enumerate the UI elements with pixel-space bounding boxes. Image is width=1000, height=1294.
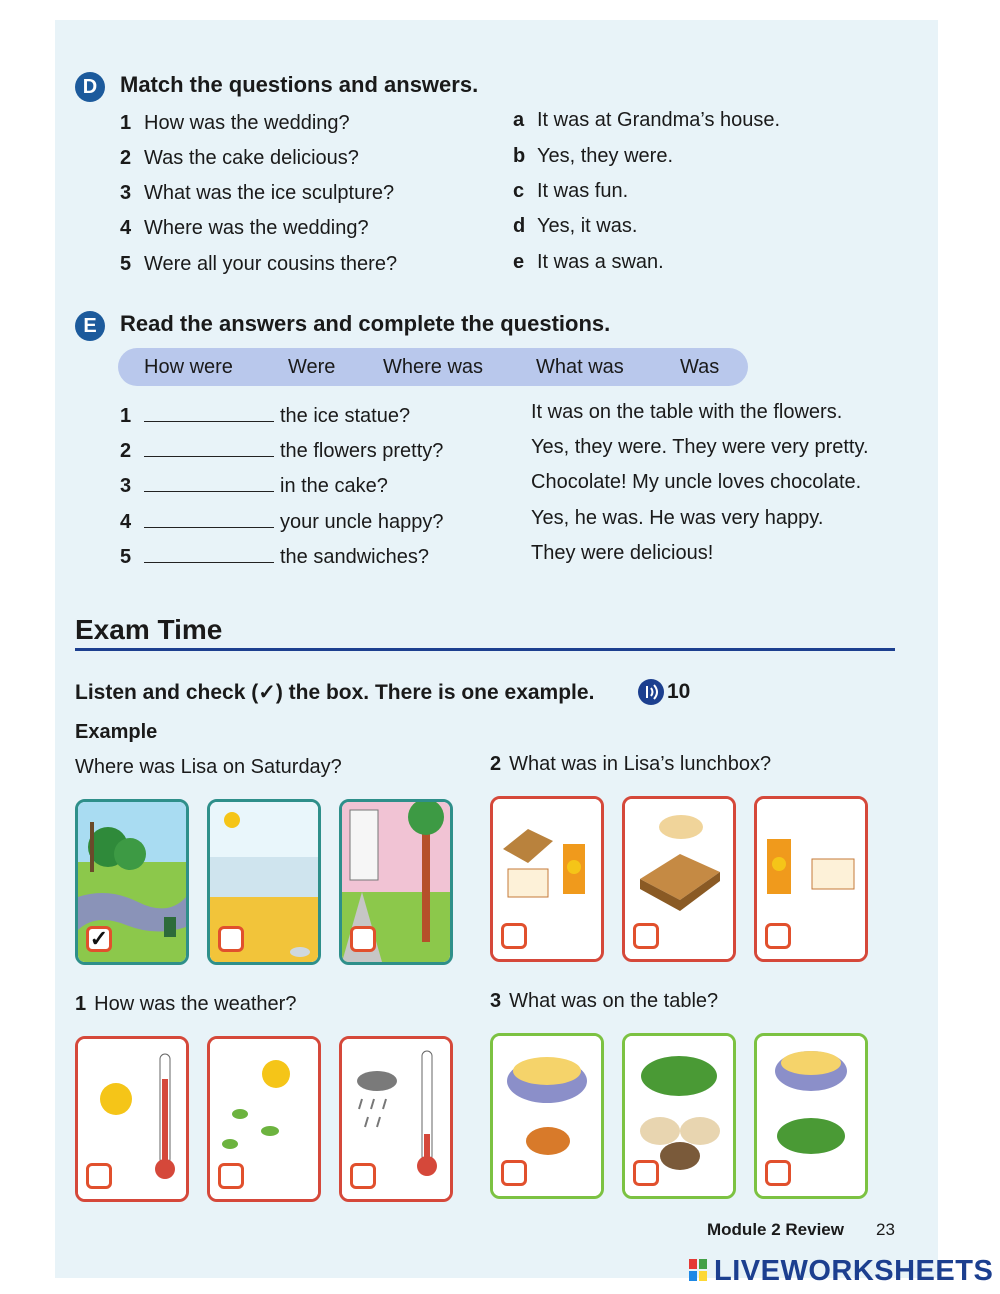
- card-park: [75, 799, 189, 965]
- page-number: 23: [876, 1220, 895, 1239]
- answer-blank[interactable]: [144, 544, 274, 563]
- example-label: Example: [75, 721, 158, 743]
- section-e-title: Read the answers and complete the questions.: [120, 311, 611, 336]
- answer-c: c It was fun.: [513, 180, 629, 202]
- card-sandwich-juice-cake: [490, 796, 604, 962]
- question-2-label: 2 What was in Lisa’s lunchbox?: [490, 753, 772, 775]
- answer-checkbox[interactable]: [86, 1163, 112, 1189]
- answer-checkbox[interactable]: [633, 923, 659, 949]
- word-bank-item: How were: [144, 356, 233, 378]
- complete-item-1: 1 the ice statue?: [120, 405, 411, 427]
- question-5: 5 Were all your cousins there?: [120, 253, 398, 275]
- answer-checkbox[interactable]: [501, 923, 527, 949]
- section-d-title: Match the questions and answers.: [120, 72, 479, 97]
- answer-checkbox[interactable]: [218, 926, 244, 952]
- answer-checkbox[interactable]: [765, 923, 791, 949]
- card-sunny-hot: [75, 1036, 189, 1202]
- answer-blank[interactable]: [144, 509, 274, 528]
- card-rainy-cold: [339, 1036, 453, 1202]
- answer-blank[interactable]: [144, 403, 274, 422]
- example-question: Where was Lisa on Saturday?: [75, 756, 342, 778]
- question-2: 2 Was the cake delicious?: [120, 147, 359, 169]
- question-1-label: 1 How was the weather?: [75, 993, 297, 1015]
- answer-checkbox[interactable]: ✓: [86, 926, 112, 952]
- liveworksheets-logo-icon: [689, 1259, 717, 1283]
- card-cookie-sandwich: [622, 796, 736, 962]
- section-e-badge: E: [75, 311, 105, 341]
- word-bank-item: Was: [680, 356, 720, 378]
- answer-checkbox[interactable]: [501, 1160, 527, 1186]
- card-sunny-windy: [207, 1036, 321, 1202]
- answer-checkbox[interactable]: [633, 1160, 659, 1186]
- question-3-label: 3 What was on the table?: [490, 990, 719, 1012]
- complete-item-5: 5 the sandwiches?: [120, 546, 429, 568]
- answer-blank[interactable]: [144, 473, 274, 492]
- answer-e: e It was a swan.: [513, 251, 664, 273]
- answer-d: d Yes, it was.: [513, 215, 638, 237]
- audio-icon[interactable]: [638, 679, 664, 705]
- module-label: Module 2 Review: [707, 1220, 844, 1239]
- given-answer-1: It was on the table with the flowers.: [531, 401, 843, 423]
- word-bank-item: Where was: [383, 356, 484, 378]
- given-answer-5: They were delicious!: [531, 542, 714, 564]
- question-4: 4 Where was the wedding?: [120, 217, 369, 239]
- complete-item-2: 2 the flowers pretty?: [120, 440, 444, 462]
- question-3: 3 What was the ice sculpture?: [120, 182, 395, 204]
- word-bank: [118, 348, 748, 386]
- card-house: [339, 799, 453, 965]
- answer-a: a It was at Grandma’s house.: [513, 109, 781, 131]
- exam-instruction: Listen and check (✓) the box. There is one example.: [75, 681, 595, 704]
- exam-time-title: Exam Time: [75, 614, 223, 645]
- given-answer-3: Chocolate! My uncle loves chocolate.: [531, 471, 862, 493]
- track-number: 10: [667, 680, 691, 703]
- card-pasta-salad: [754, 1033, 868, 1199]
- answer-checkbox[interactable]: [218, 1163, 244, 1189]
- given-answer-4: Yes, he was. He was very happy.: [531, 507, 824, 529]
- card-pasta-chicken: [490, 1033, 604, 1199]
- complete-item-4: 4 your uncle happy?: [120, 511, 444, 533]
- card-juice-cake: [754, 796, 868, 962]
- card-salad-burgers: [622, 1033, 736, 1199]
- word-bank-item: What was: [536, 356, 624, 378]
- card-beach: [207, 799, 321, 965]
- given-answer-2: Yes, they were. They were very pretty.: [531, 436, 869, 458]
- word-bank-item: Were: [288, 356, 336, 378]
- answer-checkbox[interactable]: [350, 926, 376, 952]
- answer-checkbox[interactable]: [350, 1163, 376, 1189]
- exam-divider: [75, 648, 895, 651]
- question-1: 1 How was the wedding?: [120, 112, 350, 134]
- complete-item-3: 3 in the cake?: [120, 475, 388, 497]
- answer-b: b Yes, they were.: [513, 145, 674, 167]
- answer-checkbox[interactable]: [765, 1160, 791, 1186]
- answer-blank[interactable]: [144, 438, 274, 457]
- liveworksheets-brand: LIVEWORKSHEETS: [714, 1255, 994, 1287]
- section-d-badge: D: [75, 72, 105, 102]
